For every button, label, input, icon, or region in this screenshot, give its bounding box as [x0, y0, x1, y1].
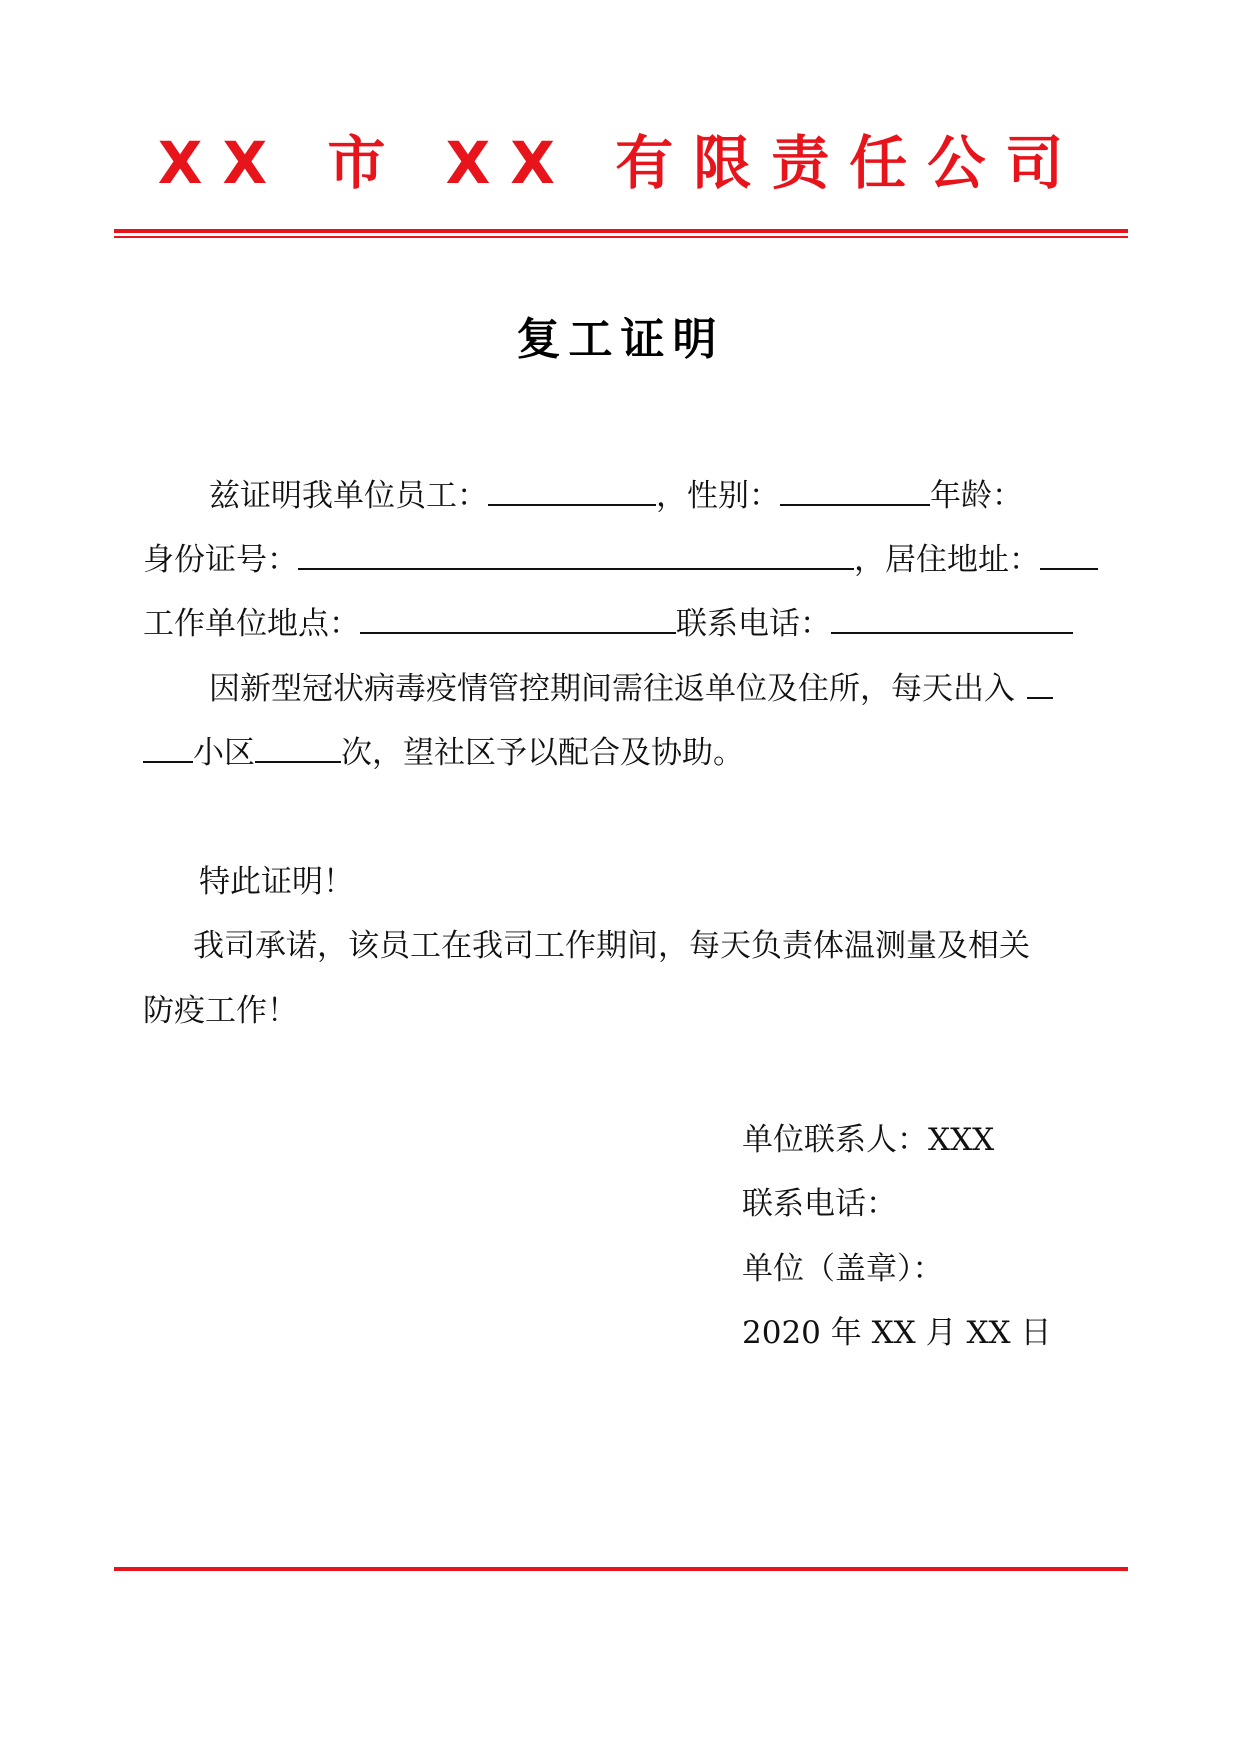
address-label: ，居住地址：: [854, 542, 1040, 578]
signature-seal: 单位（盖章）：: [742, 1251, 944, 1287]
gender-blank[interactable]: [780, 474, 930, 506]
header-rule-thick: [114, 229, 1128, 233]
age-label: 年龄：: [930, 478, 1023, 514]
phone-blank[interactable]: [831, 602, 1073, 634]
address-blank[interactable]: [1040, 538, 1098, 570]
workplace-line: [143, 602, 1073, 644]
signature-date: 2020 年 XX 月 XX 日: [742, 1315, 1052, 1351]
times-blank[interactable]: [255, 731, 341, 763]
special-note: 特此证明！: [199, 864, 354, 900]
community-label: 小区: [193, 735, 255, 771]
signature-phone: 联系电话：: [742, 1186, 897, 1222]
workplace-blank[interactable]: [360, 602, 676, 634]
header-rule-thin: [114, 236, 1128, 238]
community-line: [143, 731, 744, 773]
phone-label: 联系电话：: [676, 606, 831, 642]
commitment-line-2: 防疫工作！: [143, 993, 298, 1029]
id-number-blank[interactable]: [298, 538, 854, 570]
company-name: XX 市 XX 有限责任公司: [157, 129, 1084, 197]
document-title: 复工证明: [516, 314, 725, 365]
times-text: 次，望社区予以配合及协助。: [341, 735, 744, 771]
workplace-label: 工作单位地点：: [143, 606, 360, 642]
signature-contact: 单位联系人：XXX: [742, 1122, 995, 1158]
commitment-line-1: 我司承诺，该员工在我司工作期间，每天负责体温测量及相关: [193, 928, 1030, 964]
id-address-line: [143, 538, 1098, 580]
footer-rule: [114, 1567, 1128, 1571]
intro-label: 兹证明我单位员工：: [209, 478, 488, 514]
reason-line: [209, 667, 1053, 709]
employee-info-line: [209, 474, 1023, 516]
community-blank-end[interactable]: [143, 731, 193, 763]
reason-text: 因新型冠状病毒疫情管控期间需往返单位及住所，每天出入: [209, 671, 1015, 707]
gender-label: ，性别：: [656, 478, 780, 514]
community-blank-start[interactable]: [1027, 667, 1053, 699]
id-label: 身份证号：: [143, 542, 298, 578]
employee-name-blank[interactable]: [488, 474, 656, 506]
